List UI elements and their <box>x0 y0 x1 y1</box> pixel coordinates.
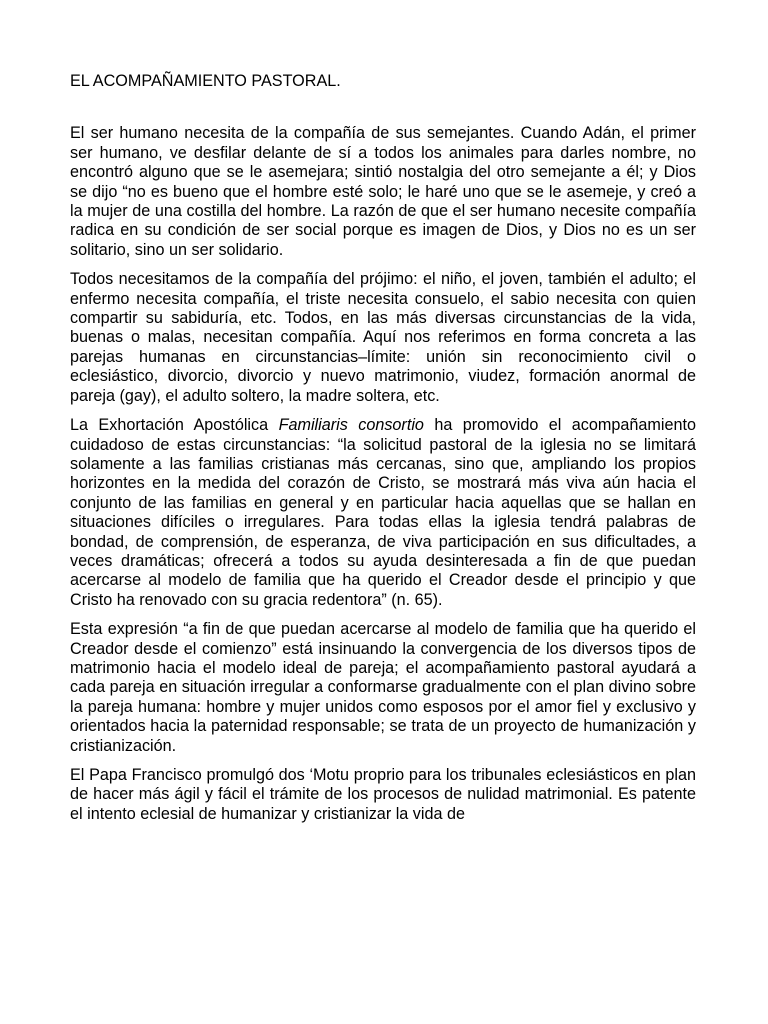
paragraph-3-intro: La Exhortación Apostólica <box>70 416 279 435</box>
paragraph-2: Todos necesitamos de la compañía del prójimo: el niño, el joven, también el adulto; el enfermo necesita compañía, el triste necesita consuelo, el sabio necesita con quien compartir su sabiduría, etc. Todos, en las más diversas circunstancias de la vida, buenas o malas, necesitan compañía. Aquí nos referimos en forma concreta a las parejas humanas en circunstancias–límite: unión sin reconocimiento civil o eclesiástico, divorcio, divorcio y nuevo matrimonio, viudez, formación anormal de pareja (gay), el adulto soltero, la madre soltera, etc. <box>70 270 696 405</box>
paragraph-3 <box>70 416 696 610</box>
paragraph-4: Esta expresión “a fin de que puedan acercarse al modelo de familia que ha querido el Creador desde el comienzo” está insinuando la convergencia de los diversos tipos de matrimonio hacia el modelo ideal de pareja; el acompañamiento pastoral ayudará a cada pareja en situación irregular a conformarse gradualmente con el plan divino sobre la pareja humana: hombre y mujer unidos como esposos por el amor fiel y exclusivo y orientados hacia la paternidad responsable; se trata de un proyecto de humanización y cristianización. <box>70 620 696 755</box>
document-title-reference: Familiaris consortio <box>278 416 424 435</box>
paragraph-1: El ser humano necesita de la compañía de sus semejantes. Cuando Adán, el primer ser humano, ve desfilar delante de sí a todos los animales para darles nombre, no encontró alguno que se le asemejara; sintió nostalgia del otro semejante a él; y Dios se dijo “no es bueno que el hombre esté solo; le haré uno que se le asemeje, y creó a la mujer de una costilla del hombre. La razón de que el ser humano necesite compañía radica en su condición de ser social porque es imagen de Dios, y Dios no es un ser solitario, sino un ser solidario. <box>70 124 696 259</box>
document-title: EL ACOMPAÑAMIENTO PASTORAL. <box>70 72 341 90</box>
paragraph-5: El Papa Francisco promulgó dos ‘Motu proprio para los tribunales eclesiásticos en plan de hacer más ágil y fácil el trámite de los procesos de nulidad matrimonial. Es patente el intento eclesial de humanizar y cristianizar la vida de <box>70 766 696 823</box>
paragraph-3-body: ha promovido el acompañamiento cuidadoso de estas circunstancias: “la solicitud pastoral de la iglesia no se limitará solamente a las familias cristianas más cercanas, sino que, ampliando los propios horizontes en la medida del corazón de Cristo, se mostrará más viva aún hacia el conjunto de las familias en general y en particular hacia aquellas que se hallan en situaciones difíciles o irregulares. Para todas ellas la iglesia tendrá palabras de bondad, de comprensión, de esperanza, de viva participación en sus dificultades, a veces dramáticas; ofrecerá a todos su ayuda desinteresada a fin de que puedan acercarse al modelo de familia que ha querido el Creador desde el principio y que Cristo ha renovado con su gracia redentora” (n. 65). <box>70 416 696 609</box>
document-page <box>70 72 696 834</box>
